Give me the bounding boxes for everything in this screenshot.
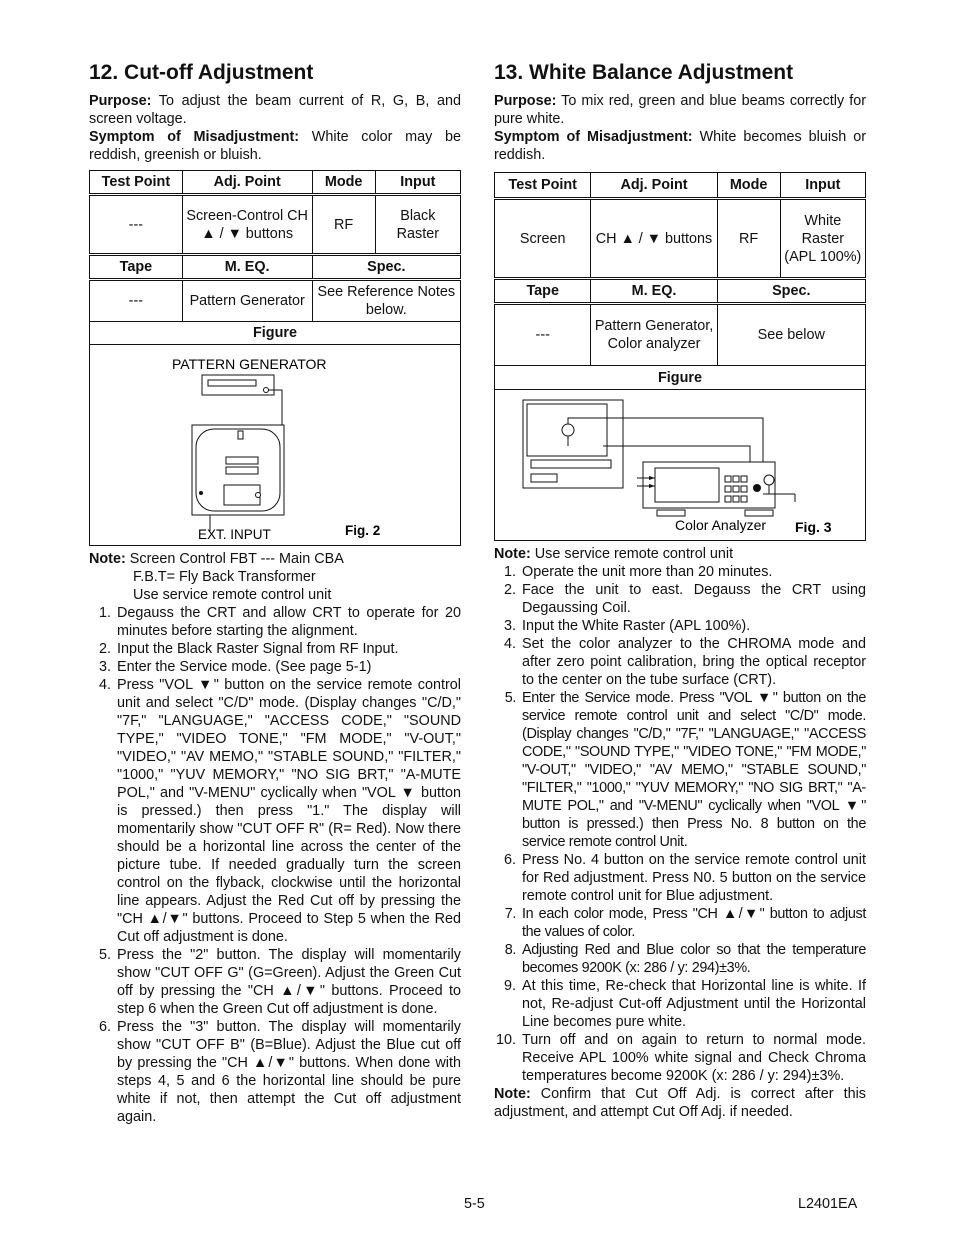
adjustment-table — [494, 172, 866, 541]
adjustment-table — [89, 170, 461, 546]
table-cell: --- — [90, 280, 183, 322]
table-row — [90, 195, 461, 255]
list-item: 1. Operate the unit more than 20 minutes. — [503, 564, 773, 580]
fig-label: Fig. 3 — [795, 519, 832, 535]
table-cell: White Raster (APL 100%) — [780, 199, 865, 279]
table-header: Test Point — [90, 171, 183, 195]
list-item: 3. Enter the Service mode. (See page 5-1) — [98, 659, 372, 675]
section-title: 12. Cut-off Adjustment — [89, 61, 314, 84]
list-item: 8. Adjusting Red and Blue color so that the temperature becomes 9200K (x: 286 / y: 294)±3%. — [504, 942, 866, 976]
table-header: Adj. Point — [591, 173, 717, 199]
list-item: 4. Press "VOL ▼" button on the service remote control unit and select "C/D" mode. (Display changes "C/D," "7F," "LANGUAGE," "ACCESS CODE," "SOUND TYPE," "VIDEO TONE," "FM MODE," "V-OUT," "VIDEO," "AV MEMO," "STABLE SOUND," "FILTER," "1000," "YUV MEMORY," "NO SIG BRT," "A-MUTE POL," and "V-MENU" cyclically when "VOL ▼ button is pressed.) then press "1." The display will momentarily show "CUT OFF R" (R= Red). Now there should be a horizontal line across the center of the picture tube. If needed gradually turn the screen control on the flyback, clockwise until the horizontal line appears. Adjust the Red Cut off by pressing the "CH ▲/▼" buttons. Proceed to Step 5 when the Red Cut off adjustment is done. — [98, 677, 461, 945]
list-item: 6. Press No. 4 button on the service remote control unit for Red adjustment. Press N0. 5 button on the service remote control unit for Blue adjustment. — [503, 852, 866, 904]
table-header: M. EQ. — [182, 255, 312, 280]
table-cell: --- — [90, 195, 183, 255]
table-header-row — [495, 279, 866, 304]
table-row — [495, 199, 866, 279]
table-cell: See below — [717, 304, 865, 366]
ext-input-label: EXT. INPUT — [198, 527, 271, 542]
fig-label: Fig. 2 — [345, 523, 381, 538]
purpose: Purpose: To adjust the beam current of R, G, B, and screen voltage. — [89, 93, 461, 127]
symptom: Symptom of Misadjustment: White color may be reddish, greenish or bluish. — [89, 129, 462, 163]
list-item: 10. Turn off and on again to return to normal mode. Receive APL 100% white signal and Check Chroma temperatures become 9200K (x: 286 / y: 294)±3%. — [495, 1032, 866, 1084]
table-header-row — [90, 171, 461, 195]
list-item: 5. Press the "2" button. The display will momentarily show "CUT OFF G" (G=Green). Adjust the Green Cut off by pressing the "CH ▲/▼" buttons. Proceed to step 6 when the Green Cut off adjustment is done. — [98, 947, 461, 1017]
list-item: 1. Degauss the CRT and allow CRT to operate for 20 minutes before starting the alignment. — [98, 605, 461, 639]
figure-header: Figure — [90, 322, 461, 345]
list-item: 9. At this time, Re-check that Horizontal line is white. If not, Re-adjust Cut-off Adjustment until the Horizontal Line becomes pure white. — [503, 978, 866, 1030]
table-header: Spec. — [717, 279, 865, 304]
table-cell: RF — [717, 199, 780, 279]
table-cell: --- — [495, 304, 591, 366]
figure-header: Figure — [495, 366, 866, 390]
purpose: Purpose: To mix red, green and blue beams correctly for pure white. — [494, 93, 866, 127]
pattern-generator-label: PATTERN GENERATOR — [172, 356, 327, 372]
table-cell: Black Raster — [375, 195, 460, 255]
list-item: 5. Enter the Service mode. Press "VOL ▼" button on the service remote control unit and select "C/D" mode. (Display changes "C/D," "7F," "LANGUAGE," "ACCESS CODE," "SOUND TYPE," "VIDEO TONE," "FM MODE," "V-OUT," "VIDEO," "AV MEMO," "STABLE SOUND," "FILTER," "1000," "YUV MEMORY," "NO SIG BRT," "A-MUTE POL," and "V-MENU" cyclically when "VOL ▼" button is pressed.) then Press No. 8 button on the service remote control Unit. — [504, 690, 866, 850]
list-item: 2. Face the unit to east. Degauss the CRT using Degaussing Coil. — [503, 582, 866, 616]
table-cell: Screen-Control CH ▲ / ▼ buttons — [182, 195, 312, 255]
table-header-row — [495, 173, 866, 199]
table-cell: See Reference Notes below. — [312, 280, 460, 322]
optical-receptor-icon — [562, 424, 574, 436]
table-header-row — [495, 366, 866, 390]
table-header: Test Point — [495, 173, 591, 199]
list-item: 7. In each color mode, Press "CH ▲/▼" button to adjust the values of color. — [504, 906, 866, 940]
steps-list — [89, 604, 461, 1126]
table-header: Spec. — [312, 255, 460, 280]
figure-row — [90, 345, 461, 546]
notes: Note: Screen Control FBT --- Main CBA F.B.T= Fly Back Transformer Use service remote control unit — [89, 551, 344, 603]
figure-row — [495, 390, 866, 541]
table-header: Tape — [495, 279, 591, 304]
table-header: Input — [780, 173, 865, 199]
table-cell: CH ▲ / ▼ buttons — [591, 199, 717, 279]
notes: Note: Use service remote control unit — [494, 546, 734, 562]
list-item: 4. Set the color analyzer to the CHROMA mode and after zero point calibration, bring the optical receptor to the center on the tube surface (CRT). — [503, 636, 866, 688]
table-header: M. EQ. — [591, 279, 717, 304]
table-header: Mode — [312, 171, 375, 195]
steps-list — [494, 563, 866, 1085]
page-number: 5-5 — [464, 1196, 485, 1212]
table-cell: Pattern Generator — [182, 280, 312, 322]
table-row — [495, 304, 866, 366]
list-item: 3. Input the White Raster (APL 100%). — [503, 618, 751, 634]
final-note: Note: Confirm that Cut Off Adj. is correct after this adjustment, and attempt Cut Off Adj. if needed. — [494, 1086, 866, 1120]
table-cell: RF — [312, 195, 375, 255]
model-number: L2401EA — [798, 1196, 858, 1212]
table-row — [90, 280, 461, 322]
table-header: Input — [375, 171, 460, 195]
table-header: Mode — [717, 173, 780, 199]
table-cell: Pattern Generator, Color analyzer — [591, 304, 717, 366]
cutoff-section — [89, 58, 461, 1126]
list-item: 6. Press the "3" button. The display will momentarily show "CUT OFF B" (B=Blue). Adjust the Blue cut off by pressing the "CH ▲/▼" buttons. When done with steps 4, 5 and 6 the horizontal line should be pure white if not, then attempt the Cut off adjustment again. — [98, 1019, 461, 1125]
table-header-row — [90, 322, 461, 345]
list-item: 2. Input the Black Raster Signal from RF Input. — [98, 641, 399, 657]
symptom: Symptom of Misadjustment: White becomes bluish or reddish. — [494, 129, 867, 163]
table-header: Tape — [90, 255, 183, 280]
table-header: Adj. Point — [182, 171, 312, 195]
color-analyzer-label: Color Analyzer — [675, 517, 767, 533]
white-balance-section — [494, 58, 866, 1121]
section-title: 13. White Balance Adjustment — [494, 61, 794, 84]
tv-connection-diagram — [90, 345, 460, 545]
table-header-row — [90, 255, 461, 280]
table-cell: Screen — [495, 199, 591, 279]
color-analyzer-diagram — [495, 390, 865, 540]
